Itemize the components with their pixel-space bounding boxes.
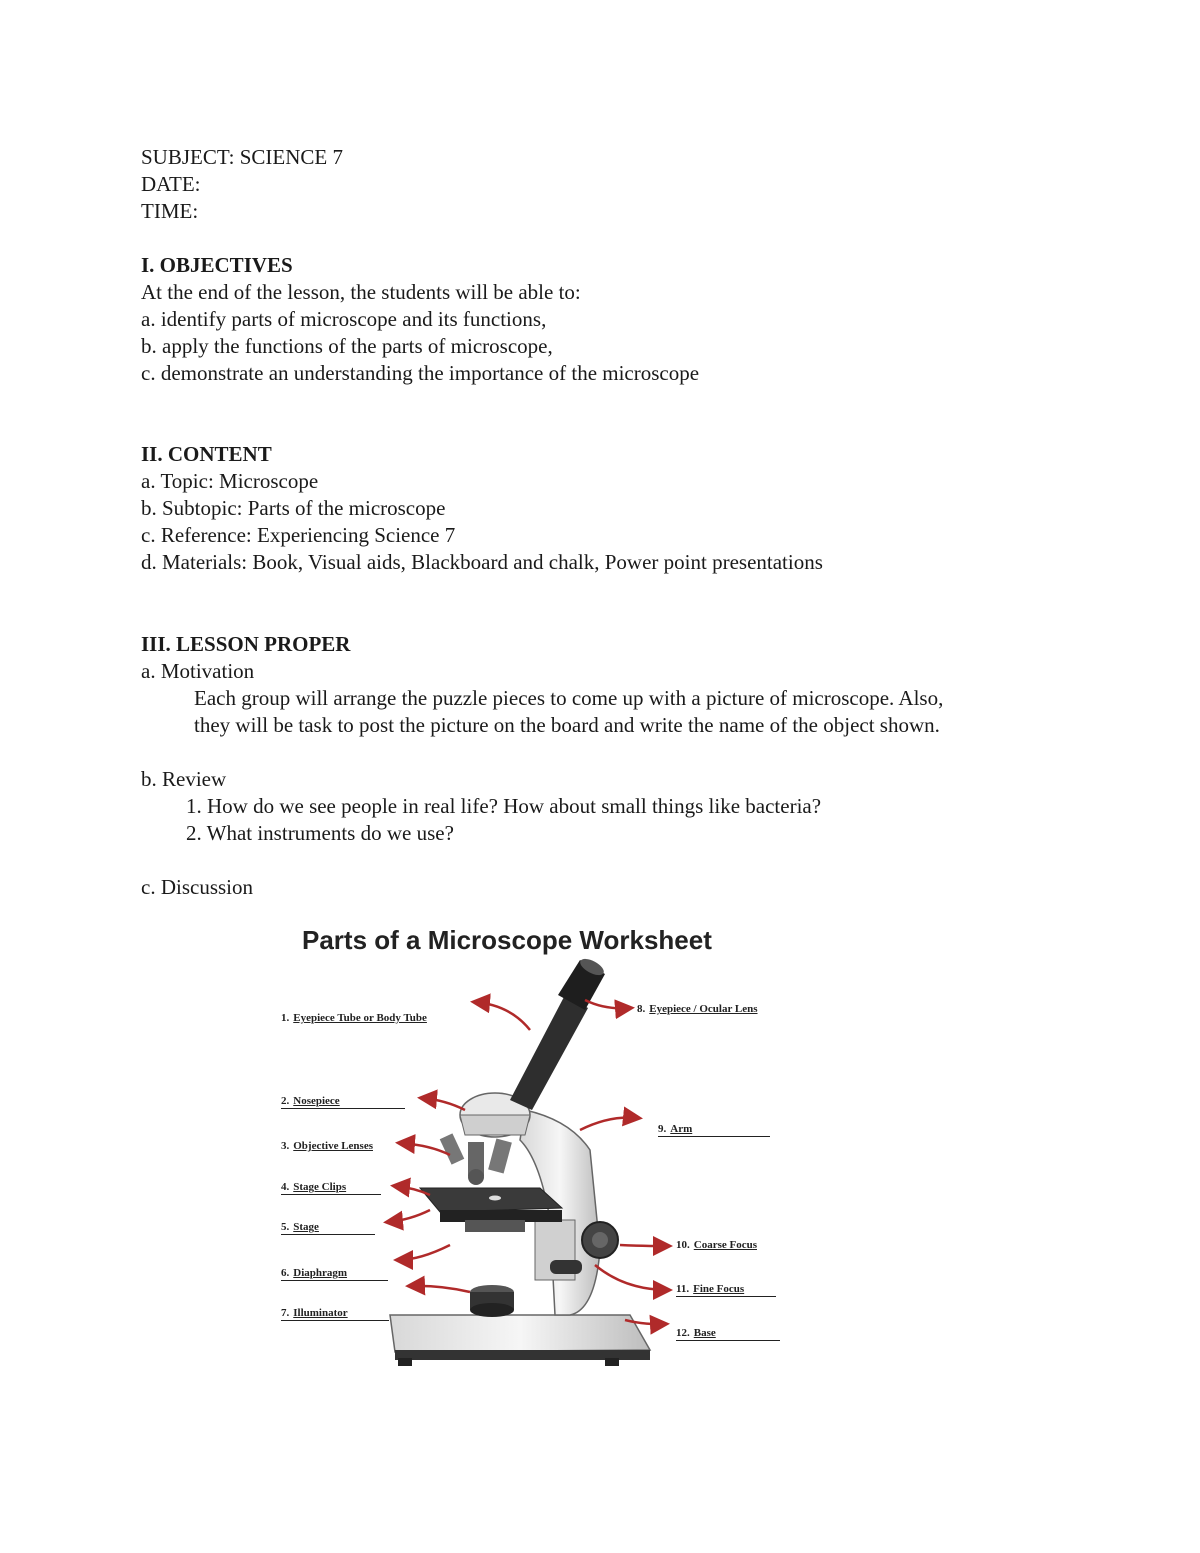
review-label: b. Review xyxy=(141,767,227,791)
arrow-5 xyxy=(388,1210,430,1222)
objectives-intro: At the end of the lesson, the students will be able to: xyxy=(141,280,581,304)
content-item: a. Topic: Microscope xyxy=(141,469,319,493)
label-12: 12. Base xyxy=(676,1327,780,1341)
lesson-heading: III. LESSON PROPER xyxy=(141,632,351,656)
motivation-label: a. Motivation xyxy=(141,659,255,683)
discussion-label: c. Discussion xyxy=(141,875,253,899)
arrow-1 xyxy=(475,1002,530,1030)
subject-line: SUBJECT: SCIENCE 7 xyxy=(141,145,343,169)
content-heading: II. CONTENT xyxy=(141,442,272,466)
label-5: 5. Stage xyxy=(281,1221,375,1235)
label-3: 3. Objective Lenses xyxy=(281,1140,373,1152)
label-7: 7. Illuminator xyxy=(281,1307,389,1321)
arrow-11 xyxy=(595,1265,668,1290)
label-6: 6. Diaphragm xyxy=(281,1267,388,1281)
review-item: 2. What instruments do we use? xyxy=(186,821,454,845)
arrow-6 xyxy=(398,1245,450,1260)
arrow-9 xyxy=(580,1118,638,1131)
arrow-7 xyxy=(410,1286,470,1292)
objective-item: c. demonstrate an understanding the importance of the microscope xyxy=(141,361,700,385)
motivation-text: Each group will arrange the puzzle pieces to come up with a picture of microscope. Also, xyxy=(194,686,944,710)
review-item: 1. How do we see people in real life? How about small things like bacteria? xyxy=(186,794,822,818)
time-line: TIME: xyxy=(141,199,199,223)
label-9: 9. Arm xyxy=(658,1123,770,1137)
label-1: 1. Eyepiece Tube or Body Tube xyxy=(281,1012,427,1024)
content-item: b. Subtopic: Parts of the microscope xyxy=(141,496,446,520)
label-4: 4. Stage Clips xyxy=(281,1181,381,1195)
motivation-text: they will be task to post the picture on the board and write the name of the object shown. xyxy=(194,713,940,737)
label-10: 10. Coarse Focus xyxy=(676,1239,757,1251)
date-line: DATE: xyxy=(141,172,201,196)
arrow-2 xyxy=(422,1098,465,1110)
label-2: 2. Nosepiece xyxy=(281,1095,405,1109)
objective-item: a. identify parts of microscope and its functions, xyxy=(141,307,547,331)
objective-item: b. apply the functions of the parts of microscope, xyxy=(141,334,553,358)
label-8: 8. Eyepiece / Ocular Lens xyxy=(637,1003,758,1015)
worksheet-title: Parts of a Microscope Worksheet xyxy=(302,925,712,955)
label-11: 11. Fine Focus xyxy=(676,1283,776,1297)
arrow-10 xyxy=(620,1245,668,1246)
content-item: c. Reference: Experiencing Science 7 xyxy=(141,523,456,547)
arrow-8 xyxy=(585,1000,630,1008)
objectives-heading: I. OBJECTIVES xyxy=(141,253,293,277)
content-item: d. Materials: Book, Visual aids, Blackboard and chalk, Power point presentations xyxy=(141,550,823,574)
